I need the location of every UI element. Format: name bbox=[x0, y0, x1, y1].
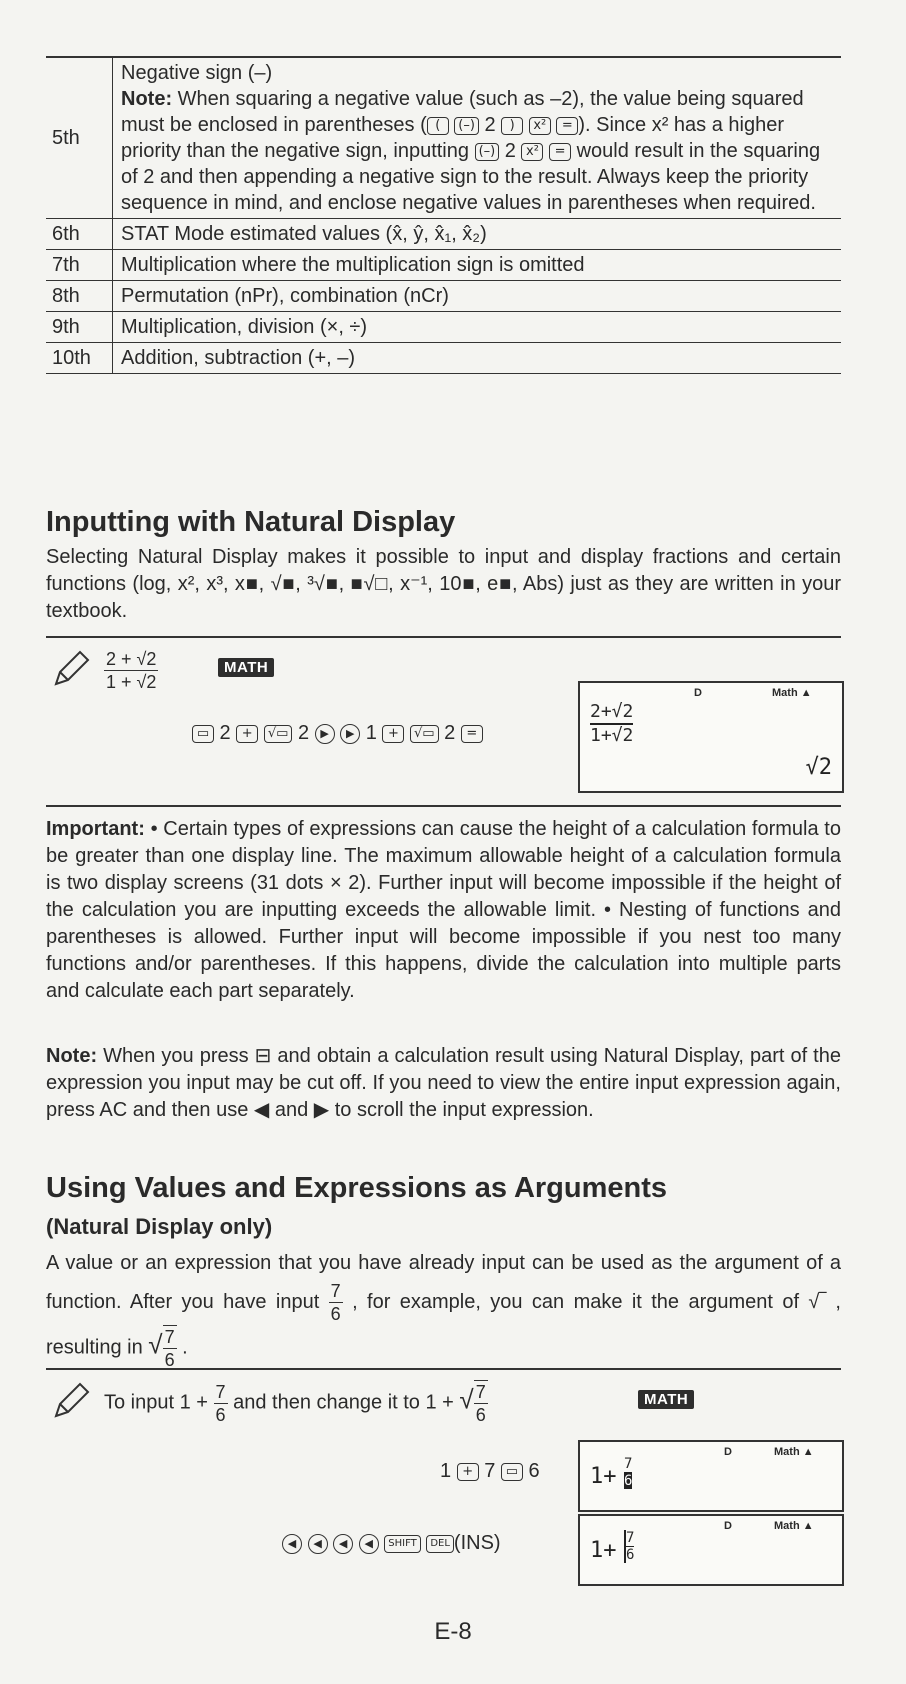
display-fraction bbox=[624, 1456, 632, 1489]
row-text: Negative sign (–) bbox=[121, 62, 273, 84]
table-row bbox=[46, 312, 841, 343]
divider bbox=[46, 805, 841, 807]
fraction-numerator: 7 bbox=[215, 1381, 226, 1402]
table-row bbox=[46, 250, 841, 281]
note-tail: ). Since x² has a higher priority than the negative sign, inputting bbox=[121, 114, 784, 162]
caption-a: To input 1 + bbox=[104, 1391, 208, 1414]
equals-key-icon: = bbox=[549, 143, 571, 161]
fraction-key-icon: ▭ bbox=[192, 725, 214, 743]
example-fraction bbox=[104, 648, 158, 693]
fraction-numerator: 7 bbox=[164, 1327, 175, 1347]
section-subtitle: (Natural Display only) bbox=[46, 1214, 273, 1239]
degree-indicator: D bbox=[724, 1446, 732, 1458]
body-text-a: A value or an expression that you have already input can be used as the argument of a function. After you have input bbox=[46, 1252, 841, 1313]
row-note: Note: When squaring a negative value (such as –2), the value being squared must be enclosed in parentheses ( ( (–) 2 ) x² = ). Since x² has a higher priority than the negative sign, inputting (–) 2 x² = would result in the squaring of 2 and then appending a negative sign to the result. Always keep the priority sequence in mind, and enclose negative values in parentheses when required. bbox=[121, 88, 821, 214]
rank-cell: 5th bbox=[46, 57, 113, 219]
sqrt-key-icon: √▭ bbox=[410, 725, 439, 743]
right-arrow-key-icon: ▶ bbox=[340, 724, 360, 744]
rank-cell: 7th bbox=[46, 250, 113, 281]
display-denominator: 6 bbox=[624, 1473, 633, 1489]
left-arrow-key-icon: ◀ bbox=[282, 1534, 302, 1554]
priority-table bbox=[46, 56, 841, 374]
example-2-caption bbox=[104, 1380, 488, 1426]
table-row bbox=[46, 219, 841, 250]
math-mode-badge: MATH bbox=[638, 1390, 694, 1409]
equals-key-icon: = bbox=[461, 725, 483, 743]
section-title-natural-display: Inputting with Natural Display bbox=[46, 506, 456, 538]
close-paren-key-icon: ) bbox=[501, 117, 523, 135]
table-row bbox=[46, 343, 841, 374]
calculator-display bbox=[578, 1514, 844, 1586]
fraction-denominator: 6 bbox=[330, 1304, 341, 1324]
note-text: When you press ⊟ and obtain a calculation result using Natural Display, part of the expression you input may be cut off. If you need to view the entire input expression again, press AC and then use ◀ and ▶ to scroll the input expression. bbox=[46, 1045, 841, 1121]
fraction-numerator: 7 bbox=[330, 1281, 341, 1301]
display-numerator: 7 bbox=[626, 1530, 635, 1546]
important-text: • Certain types of expressions can cause the height of a calculation formula to be greater than one display line. The maximum allowable height of a calculation formula is two display screens (31 dots × 2). Further input will become impossible if the height of the calculation you are inputting exceeds the allowable limit. • Nesting of functions and parentheses is allowed. Further input will become impossible if you nest too many functions and/or parentheses. If this happens, divide the calculation into multiple parts and calculate each part separately. bbox=[46, 818, 841, 1002]
pencil-icon bbox=[50, 1380, 92, 1422]
note-label: Note: bbox=[121, 88, 173, 110]
table-row bbox=[46, 57, 841, 219]
rank-cell: 9th bbox=[46, 312, 113, 343]
display-numerator: 2+√2 bbox=[590, 701, 633, 725]
shift-key-icon: SHIFT bbox=[384, 1535, 421, 1553]
equals-key-icon: = bbox=[556, 117, 578, 135]
rank-cell: 6th bbox=[46, 219, 113, 250]
note-tail-2: would result in the squaring of 2 and then appending a negative sign to the result. Always keep the priority sequence in mind, and enclose negative values in parentheses when required. bbox=[121, 140, 821, 214]
note-text: When squaring a negative value (such as –2), the value being squared must be enclosed in parentheses ( bbox=[121, 88, 804, 136]
note-label: Note: bbox=[46, 1045, 98, 1067]
rank-cell: 10th bbox=[46, 343, 113, 374]
rank-cell: 8th bbox=[46, 281, 113, 312]
plus-key-icon: + bbox=[382, 725, 404, 743]
plus-key-icon: + bbox=[457, 1463, 479, 1481]
sqrt-symbol-icon: √ bbox=[148, 1329, 163, 1360]
key-sequence-2: 1 + 7 ▭ 6 bbox=[440, 1460, 540, 1482]
sqrt-key-icon: √▭ bbox=[264, 725, 293, 743]
calculator-display bbox=[578, 1440, 844, 1512]
left-arrow-key-icon: ◀ bbox=[359, 1534, 379, 1554]
divider bbox=[46, 636, 841, 638]
open-paren-key-icon: ( bbox=[427, 117, 449, 135]
sqrt-symbol-icon: √ bbox=[459, 1384, 474, 1415]
page-number: E-8 bbox=[434, 1618, 472, 1645]
display-fraction bbox=[624, 1530, 634, 1563]
fraction-numerator: 7 bbox=[475, 1382, 486, 1402]
description-cell bbox=[113, 57, 842, 219]
caption-b: and then change it to 1 + bbox=[233, 1391, 454, 1414]
display-numerator: 7 bbox=[624, 1456, 633, 1472]
negative-key-icon: (–) bbox=[454, 117, 479, 135]
fraction-denominator: 6 bbox=[215, 1404, 226, 1425]
math-mode-badge: MATH bbox=[218, 658, 274, 677]
negative-key-icon: (–) bbox=[475, 143, 500, 161]
math-mode-indicator: Math ▲ bbox=[774, 1446, 814, 1458]
body-text-b: , for example, you can make it the argument of √‾ , resulting in bbox=[46, 1290, 841, 1359]
display-result: √2 bbox=[805, 755, 832, 780]
description-cell: Multiplication, division (×, ÷) bbox=[113, 312, 842, 343]
fraction-denominator: 1 + √2 bbox=[106, 672, 157, 692]
plus-key-icon: + bbox=[236, 725, 258, 743]
description-cell: STAT Mode estimated values (x̂, ŷ, x̂₁, x̂₂) bbox=[113, 219, 842, 250]
math-mode-indicator: Math ▲ bbox=[772, 687, 812, 699]
inline-fraction bbox=[329, 1280, 343, 1325]
key-sequence-1: ▭ 2 + √▭ 2 ▶ ▶ 1 + √▭ 2 = bbox=[192, 722, 483, 745]
description-cell: Permutation (nPr), combination (nCr) bbox=[113, 281, 842, 312]
table-row bbox=[46, 281, 841, 312]
pencil-icon bbox=[50, 648, 92, 690]
del-key-icon: DEL bbox=[426, 1535, 454, 1553]
important-paragraph bbox=[46, 816, 841, 1005]
fraction-denominator: 6 bbox=[475, 1405, 486, 1425]
section-body-arguments: A value or an expression that you have already input can be used as the argument of a function. After you have input $\frac{7}{6}$ , for example, you can make it the argument of √‾ , resulting in √ $\frac{7}{6}$ . bbox=[46, 1252, 841, 1370]
fraction-key-icon: ▭ bbox=[501, 1463, 523, 1481]
section-title-arguments: Using Values and Expressions as Arguments bbox=[46, 1172, 668, 1204]
fraction-denominator: 6 bbox=[164, 1350, 175, 1370]
math-mode-indicator: Math ▲ bbox=[774, 1520, 814, 1532]
display-expression: 1+ bbox=[590, 1464, 617, 1489]
caption-sqrt-fraction bbox=[474, 1380, 488, 1426]
display-fraction bbox=[590, 701, 633, 747]
calculator-display bbox=[578, 681, 844, 793]
right-arrow-key-icon: ▶ bbox=[315, 724, 335, 744]
left-arrow-key-icon: ◀ bbox=[308, 1534, 328, 1554]
display-denominator: 1+√2 bbox=[590, 725, 634, 746]
note-paragraph bbox=[46, 1043, 841, 1124]
section-body-natural-display: Selecting Natural Display makes it possible to input and display fractions and certain functions (log, x², x³, x■, √■, ³√■, ■√□, x⁻¹, 10■, e■, Abs) just as they are written in your textbook. bbox=[46, 546, 841, 622]
important-label: Important: bbox=[46, 818, 145, 840]
description-cell: Multiplication where the multiplication sign is omitted bbox=[113, 250, 842, 281]
display-denominator: 6 bbox=[626, 1547, 635, 1563]
degree-indicator: D bbox=[694, 687, 702, 699]
square-key-icon: x² bbox=[521, 143, 543, 161]
square-key-icon: x² bbox=[529, 117, 551, 135]
left-arrow-key-icon: ◀ bbox=[333, 1534, 353, 1554]
key-sequence-3: ◀ ◀ ◀ ◀ SHIFT DEL (INS) bbox=[282, 1532, 501, 1555]
display-expression: 1+ bbox=[590, 1538, 617, 1563]
degree-indicator: D bbox=[724, 1520, 732, 1532]
description-cell: Addition, subtraction (+, –) bbox=[113, 343, 842, 374]
sqrt-fraction bbox=[163, 1325, 177, 1371]
fraction-numerator: 2 + √2 bbox=[106, 649, 157, 669]
divider bbox=[46, 1368, 841, 1370]
caption-fraction bbox=[214, 1381, 228, 1426]
